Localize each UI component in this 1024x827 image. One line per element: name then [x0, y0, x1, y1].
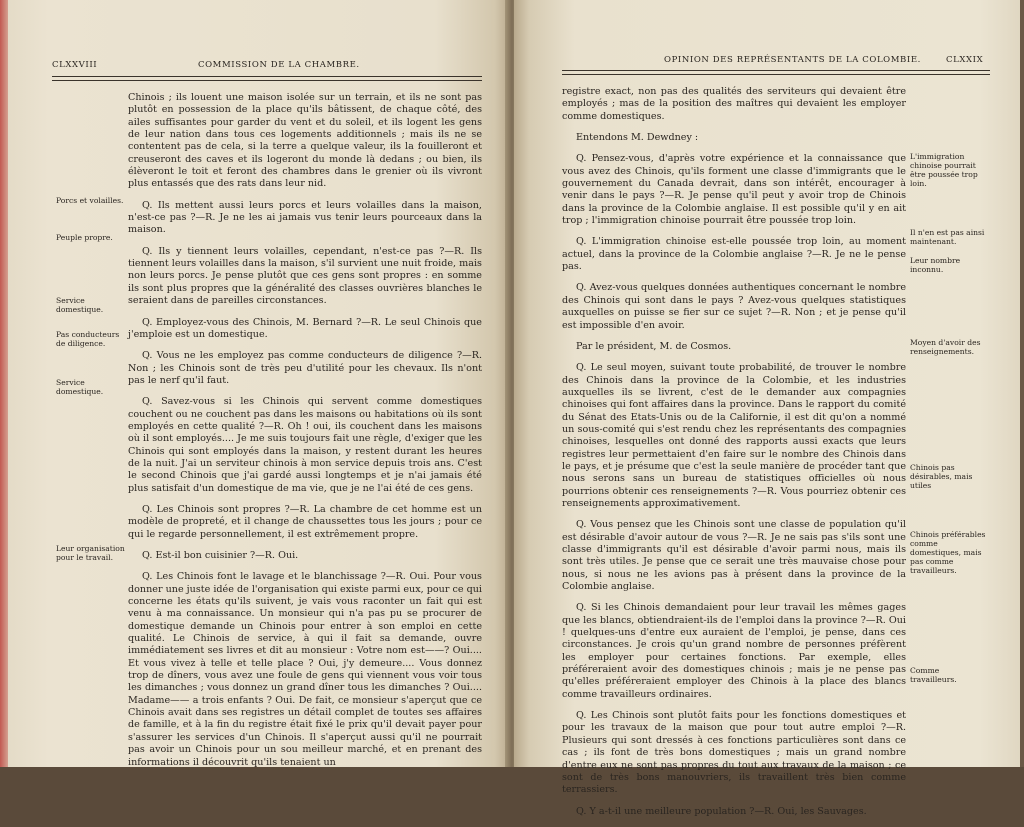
margin-note: Il n'en est pas ainsi maintenant. — [910, 228, 985, 246]
margin-note: Leur nombre inconnu. — [910, 256, 961, 274]
paragraph: Q. Les Chinois sont plutôt faits pour les fonctions domestiques et pour les travaux de la maison que pour tout autre emploi ?—R. Plusieurs qui sont dressés à ces fonctions particulières sont dans ce cas ; ils font de très bons domestiques ; mais un grand nombre d'entre eux ne sont pas propres du tout aux travaux de la maison ; ce sont de très bons manouvriers, ils travaillent très bien comme terrassiers. — [562, 710, 906, 796]
paragraph: Entendons M. Dewdney : — [576, 132, 699, 144]
paragraph: Q. Si les Chinois demandaient pour leur travail les mêmes gages que les blancs, obtiendraient-ils de l'emploi dans la province ?—R. Oui ! quelques-uns d'entre eux auraient de l'emploi, je pense, dans ces circonstances. Je crois qu'un grand nombre de personnes préfèrent les employer pour certaines fonctions. Par exemple, elles préféreraient avoir des domestiques chinois ; mais je ne pense pas qu'elles préféreraient employer des Chinois à la place des blancs comme travailleurs ordinaires. — [562, 602, 906, 700]
margin-note: Leur organisation pour le travail. — [56, 544, 125, 562]
right-body-text — [562, 86, 906, 827]
paragraph: Q. Savez-vous si les Chinois qui servent comme domestiques couchent ou ne couchent pas dans les maisons ou habitations où ils sont employés en cette qualité ?—R. Oh ! oui, ils couchent dans les maisons où il sont employés.... Je me suis toujours fait une règle, d'exiger que les Chinois qui sont employés dans la maison, y restent durant les heures de la nuit. J'ai un serviteur chinois à mon service depuis trois ans. C'est le second Chinois que j'ai gardé aussi longtemps et je n'ai jamais été plus satisfait d'un domestique de ma vie, que je ne l'ai été de ces gens. — [128, 396, 482, 494]
margin-note: Service domestique. — [56, 378, 104, 396]
left-running-head: COMMISSION DE LA CHAMBRE. — [198, 60, 360, 70]
margin-note: Peuple propre. — [56, 233, 113, 242]
paragraph: Q. L'immigration chinoise est-elle poussée trop loin, au moment actuel, dans la province de la Colombie anglaise ?—R. Je ne le pense pas. — [562, 236, 906, 273]
paragraph: Q. Vous pensez que les Chinois sont une classe de population qu'il est désirable d'avoir autour de vous ?—R. Je ne sais pas s'ils sont une classe d'immigrants qu'il est désirable d'avoir parmi nous, mais ils sont très utiles. Je pense que ce serait une très mauvaise chose pour nous, si nous ne les avions pas à présent dans la province de la Colombie anglaise. — [562, 519, 906, 593]
paragraph: Q. Est-il bon cuisinier ?—R. Oui. — [142, 550, 299, 561]
header-rule — [562, 70, 990, 71]
paragraph: Q. Ils y tiennent leurs volailles, cependant, n'est-ce pas ?—R. Ils tiennent leurs volailles dans la maison, s'il survient une nuit froide, mais non leurs porcs. Je pense plutôt que ces gens sont propres : en somme ils sont plus propres que la généralité des classes ouvrières blanches le seraient dans de pareilles circonstances. — [128, 245, 482, 307]
header-rule-thin — [52, 80, 482, 81]
paragraph: Q. Y a-t-il une meilleure population ?—R. Oui, les Sauvages. — [576, 805, 867, 817]
paragraph: Q. Les Chinois sont propres ?—R. La chambre de cet homme est un modèle de propreté, et il change de chaussettes tous les jours ; pour ce qui le regarde personnellement, il est extrêmement propre. — [128, 503, 482, 540]
left-body-text — [128, 92, 482, 778]
margin-note: Pas conducteurs de diligence. — [56, 330, 120, 348]
right-page — [514, 0, 1020, 817]
paragraph: Q. Ils mettent aussi leurs porcs et leurs volailles dans la maison, n'est-ce pas ?—R. Je ne les ai jamais vus tenir leurs pourceaux dans la maison. — [128, 199, 482, 236]
paragraph: Par le président, M. de Cosmos. — [576, 340, 732, 352]
paragraph: Q. Les Chinois font le lavage et le blanchissage ?—R. Oui. Pour vous donner une juste idée de l'organisation qui existe parmi eux, pour ce qui concerne les états qu'ils suivent, je vais vous raconter un fait qui est venu à ma connaissance. Un monsieur qui n'a pas pu se procurer de domestique demande un Chinois pour entrer à son emploi en cette qualité. Le Chinois de service, à qui il fait sa demande, ouvre immédiatement ses livres et dit au monsieur : Votre nom est——? Oui.... Et vous vivez à telle et telle place ? Oui, j'y demeure.... Vous donnez trop de dîners, vous avez une foule de gens qui viennent vous voir tous les dimanches ; vous donnez un grand dîner tous les dimanches ? Oui.... Madame—— a trois enfants ? Oui. De fait, ce monsieur s'aperçut que ce Chinois avait dans ses registres un détail complet de toutes ses affaires de famille, et à la fin du registre était fixé le prix qu'il devait payer pour s'assurer les services d'un Chinois. Il s'aperçut aussi qu'il ne pourrait pas avoir un Chinois pour un sou meilleur marché, et en prenant des informations il découvrit qu'ils tenaient un — [128, 571, 482, 768]
header-rule-thin — [562, 74, 990, 75]
margin-note: Service domestique. — [56, 296, 104, 314]
paragraph: Chinois ; ils louent une maison isolée sur un terrain, et ils ne sont pas plutôt en possession de la place qu'ils bâtissent, de chaque côté, des ailes suffisantes pour garder du vent et du soleil, et ils logent les gens de leur nation dans tous ces logements additionnels ; mais ils ne se contentent pas de cela, si la terre a quelque valeur, ils la fouilleront et creuseront des caves et ils logeront du monde là dedans ; ou bien, ils élèveront le toit et feront des chambres dans le grenier où ils vivront plus entassés que des rats dans leur nid. — [128, 92, 482, 190]
paragraph: Q. Avez-vous quelques données authentiques concernant le nombre des Chinois qui sont dans le pays ? Avez-vous quelques statistiques auxquelles on puisse se fier sur ce sujet ?—R. Non ; et je pense qu'il est impossible d'en avoir. — [562, 282, 906, 331]
paragraph: Q. Vous ne les employez pas comme conducteurs de diligence ?—R. Non ; les Chinois sont de très peu d'utilité pour les chevaux. Ils n'ont pas le nerf qu'il faut. — [128, 350, 482, 386]
margin-note: Chinois préférables comme domestiques, mais pas comme travailleurs. — [910, 530, 986, 575]
paragraph: Q. Pensez-vous, d'après votre expérience et la connaissance que vous avez des Chinois, qu'ils forment une classe d'immigrants que le gouvernement du Canada devrait, dans son intérêt, encourager à venir dans le pays ?—R. Je pense qu'il peut y avoir trop de Chinois dans la province de la Colombie anglaise. Il est possible qu'il y en ait trop ; l'immigration chinoise pourrait être poussée trop loin. — [562, 153, 906, 227]
margin-note: Chinois pas désirables, mais utiles — [910, 463, 973, 490]
margin-note: Comme travailleurs. — [910, 666, 957, 684]
paragraph: Q. Le seul moyen, suivant toute probabilité, de trouver le nombre des Chinois dans la province de la Colombie, et les industries auxquelles ils se livrent, c'est de le demander aux compagnies chinoises qui font affaires dans la province. Dans le rapport du comité du Sénat des Etats-Unis ou de la Californie, il est dit qu'on a nommé un sous-comité qui s'est rendu chez les représentants des compagnies chinoises, lesquelles ont donné des rapports aussi exacts que leurs registres leur permettaient d'en faire sur le nombre des Chinois dans le pays, et je présume que c'est la seule manière de procéder tant que nous serons sans un bureau de statistiques officielles où nous pourrions obtenir ces renseignements ?—R. Vous pourriez obtenir ces renseignements approximativement. — [562, 362, 906, 509]
paragraph: Q. Employez-vous des Chinois, M. Bernard ?—R. Le seul Chinois que j'emploie est un domestique. — [128, 316, 482, 340]
paragraph: registre exact, non pas des qualités des serviteurs qui devaient être employés ; mas de la position des maîtres qui devaient les employer comme domestiques. — [562, 86, 906, 122]
right-running-head: OPINION DES REPRÉSENTANTS DE LA COLOMBIE. — [664, 55, 921, 65]
left-page — [8, 0, 510, 767]
margin-note: Porcs et volailles. — [56, 196, 124, 205]
margin-note: Moyen d'avoir des renseignements. — [910, 338, 981, 356]
margin-note: L'immigration chinoise pourrait être poussée trop loin. — [910, 152, 978, 188]
header-rule — [52, 76, 482, 77]
right-page-number: CLXXIX — [946, 55, 984, 65]
left-page-number: CLXXVIII — [52, 60, 98, 70]
